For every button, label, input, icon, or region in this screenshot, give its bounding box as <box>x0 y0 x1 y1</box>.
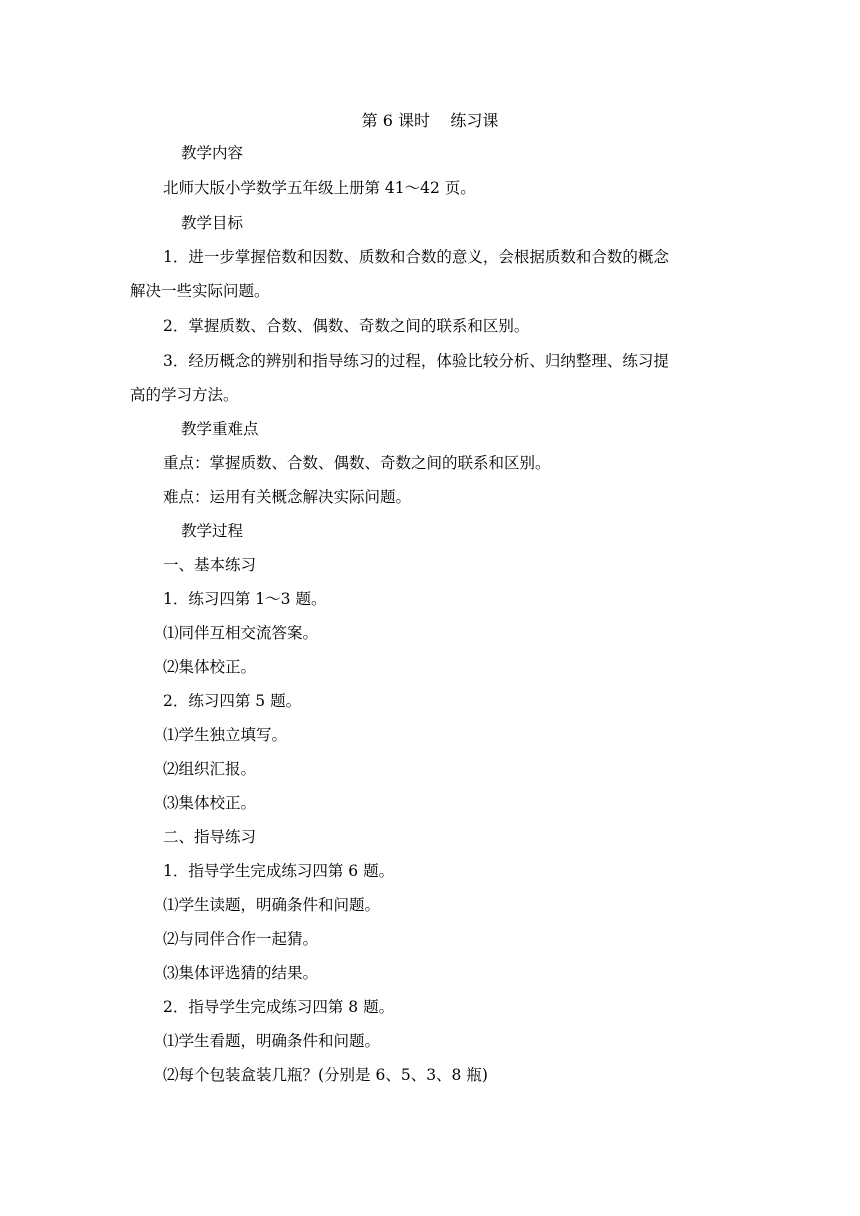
paragraph-continuation: 解决一些实际问题。 <box>130 282 270 300</box>
section-heading-objectives: 教学目标 <box>181 214 244 232</box>
list-item: ⑵集体校正。 <box>163 658 257 676</box>
subsection-heading: 一、基本练习 <box>163 556 257 574</box>
list-item: 2．练习四第 5 题。 <box>163 692 302 710</box>
list-item: 1．练习四第 1～3 题。 <box>163 590 327 608</box>
paragraph: 难点：运用有关概念解决实际问题。 <box>163 488 412 506</box>
list-item: ⑴学生独立填写。 <box>163 726 288 744</box>
lesson-title: 第 6 课时 练习课 <box>361 111 499 130</box>
section-heading-key-points: 教学重难点 <box>181 420 259 438</box>
section-heading-process: 教学过程 <box>181 522 244 540</box>
list-item: ⑶集体校正。 <box>163 794 257 812</box>
paragraph: 2．掌握质数、合数、偶数、奇数之间的联系和区别。 <box>163 317 530 335</box>
list-item: ⑵组织汇报。 <box>163 760 257 778</box>
list-item: ⑴学生看题，明确条件和问题。 <box>163 1032 381 1050</box>
paragraph: 重点：掌握质数、合数、偶数、奇数之间的联系和区别。 <box>163 454 551 472</box>
section-heading-content: 教学内容 <box>181 144 244 162</box>
list-item: ⑴同伴互相交流答案。 <box>163 624 319 642</box>
list-item: ⑶集体评选猜的结果。 <box>163 964 319 982</box>
list-item: 1．指导学生完成练习四第 6 题。 <box>163 862 395 880</box>
list-item: ⑴学生读题，明确条件和问题。 <box>163 896 381 914</box>
list-item: 2．指导学生完成练习四第 8 题。 <box>163 998 395 1016</box>
paragraph: 3．经历概念的辨别和指导练习的过程，体验比较分析、归纳整理、练习提 <box>163 352 669 370</box>
subsection-heading: 二、指导练习 <box>163 828 257 846</box>
paragraph: 1．进一步掌握倍数和因数、质数和合数的意义，会根据质数和合数的概念 <box>163 248 669 266</box>
list-item: ⑵与同伴合作一起猜。 <box>163 930 319 948</box>
paragraph: 北师大版小学数学五年级上册第 41～42 页。 <box>163 179 476 197</box>
list-item: ⑵每个包装盒装几瓶？(分别是 6、5、3、8 瓶) <box>163 1066 488 1084</box>
paragraph-continuation: 高的学习方法。 <box>130 386 239 404</box>
